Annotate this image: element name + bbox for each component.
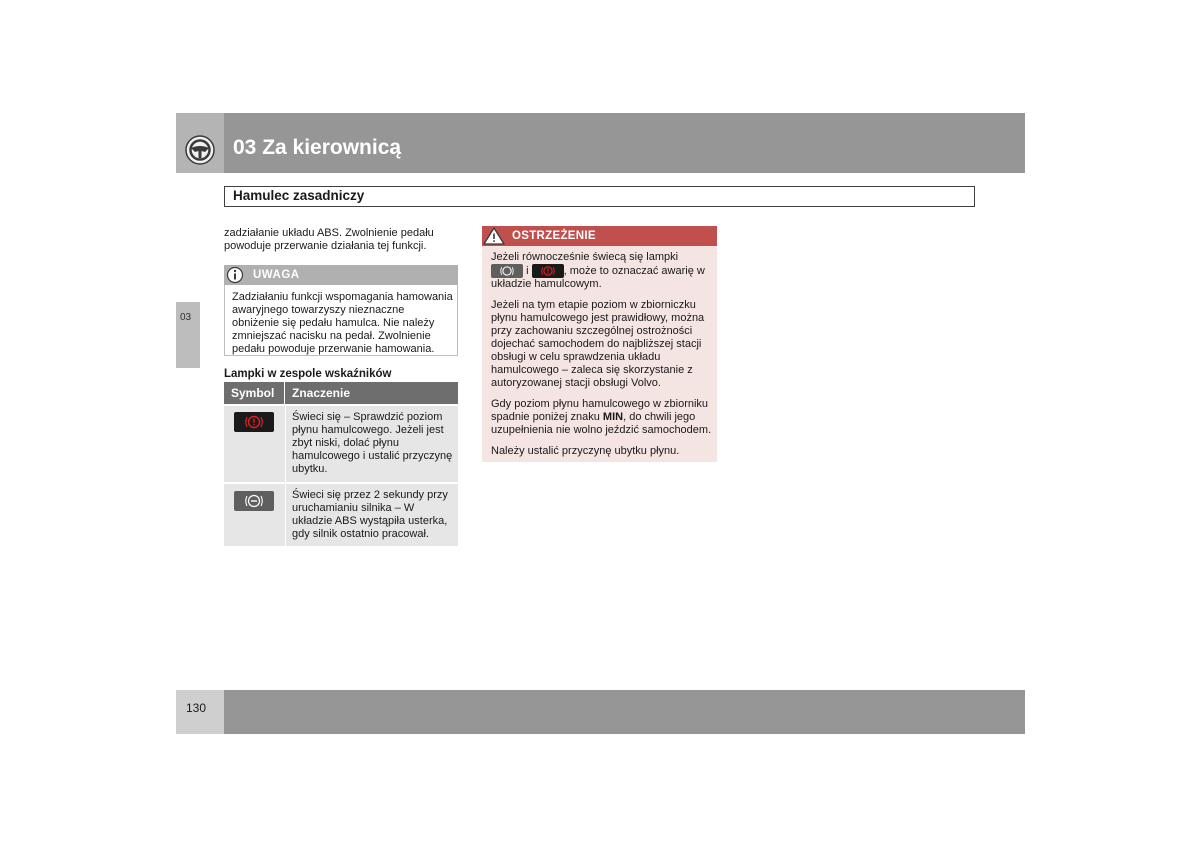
warning-p1-end: , może to oznaczać awarię w układzie hamulcowym. — [491, 265, 705, 290]
table-row — [224, 484, 458, 546]
warning-title: OSTRZEŻENIE — [512, 230, 596, 242]
table-cell-meaning: Świeci się – Sprawdzić poziom płynu hamulcowego. Jeżeli jest zbyt niski, dolać płynu hamulcowego i ustalić przyczynę ubytku. — [292, 411, 453, 475]
footer-band — [224, 690, 1025, 734]
table-cell-meaning: Świeci się przez 2 sekundy przy uruchamianiu silnika – W układzie ABS wystąpiła usterka, gdy silnik ostatnio pracował. — [292, 489, 448, 540]
warning-paragraph — [491, 398, 713, 437]
section-title: Hamulec zasadniczy — [233, 188, 365, 203]
warning-p3-start: Gdy poziom płynu hamulcowego w zbiorniku spadnie poniżej znaku — [491, 398, 709, 423]
table-row — [224, 406, 458, 482]
warning-paragraph — [491, 251, 713, 291]
warning-paragraph: Należy ustalić przyczynę ubytku płynu. — [491, 445, 680, 457]
warning-p3-bold: MIN — [602, 411, 624, 423]
chapter-title: 03 Za kierownicą — [233, 136, 402, 159]
table-cell-symbol — [224, 484, 286, 546]
info-icon — [224, 265, 250, 285]
table-title: Lampki w zespole wskaźników — [224, 368, 392, 380]
steering-wheel-icon — [176, 113, 224, 173]
warning-p1-and: i — [526, 265, 529, 277]
brake-warning-icon — [234, 412, 274, 432]
indicator-table — [224, 382, 458, 546]
brake-warning-icon — [532, 264, 564, 278]
chapter-icon-box — [176, 113, 224, 173]
warning-p1-start: Jeżeli równocześnie świecą się lampki — [491, 251, 679, 263]
note-title: UWAGA — [253, 269, 300, 281]
table-header-symbol: Symbol — [224, 382, 285, 404]
warning-p3-end: , do chwili jego uzupełnienia nie wolno jeździć samochodem. — [491, 411, 712, 436]
table-header-meaning: Znaczenie — [292, 386, 351, 400]
warning-body — [491, 251, 713, 466]
table-header-row — [224, 382, 458, 404]
abs-warning-icon — [491, 264, 523, 278]
intro-paragraph: zadziałanie układu ABS. Zwolnienie pedału powoduje przerwanie działania tej funkcji. — [224, 227, 434, 252]
abs-warning-icon — [234, 491, 274, 511]
warning-paragraph: Jeżeli na tym etapie poziom w zbiorniczku płynu hamulcowego jest prawidłowy, można przy zachowaniu szczególnej ostrożności dojechać samochodem do najbliższej stacji obsługi w celu sprawdzenia układu hamulcowego – zaleca się skorzystanie z autoryzowanej stacji obsługi Volvo. — [491, 299, 705, 389]
page-number: 130 — [186, 701, 207, 715]
table-cell-symbol — [224, 406, 286, 482]
note-body: Zadziałaniu funkcji wspomagania hamowania awaryjnego towarzyszy nieznaczne obniżenie się pedału hamulca. Nie należy zmniejszać nacisku na pedał. Zwolnienie pedału powoduje przerwanie hamowania. — [232, 291, 453, 355]
warning-triangle-icon — [482, 226, 508, 246]
side-tab-label: 03 — [180, 312, 192, 323]
